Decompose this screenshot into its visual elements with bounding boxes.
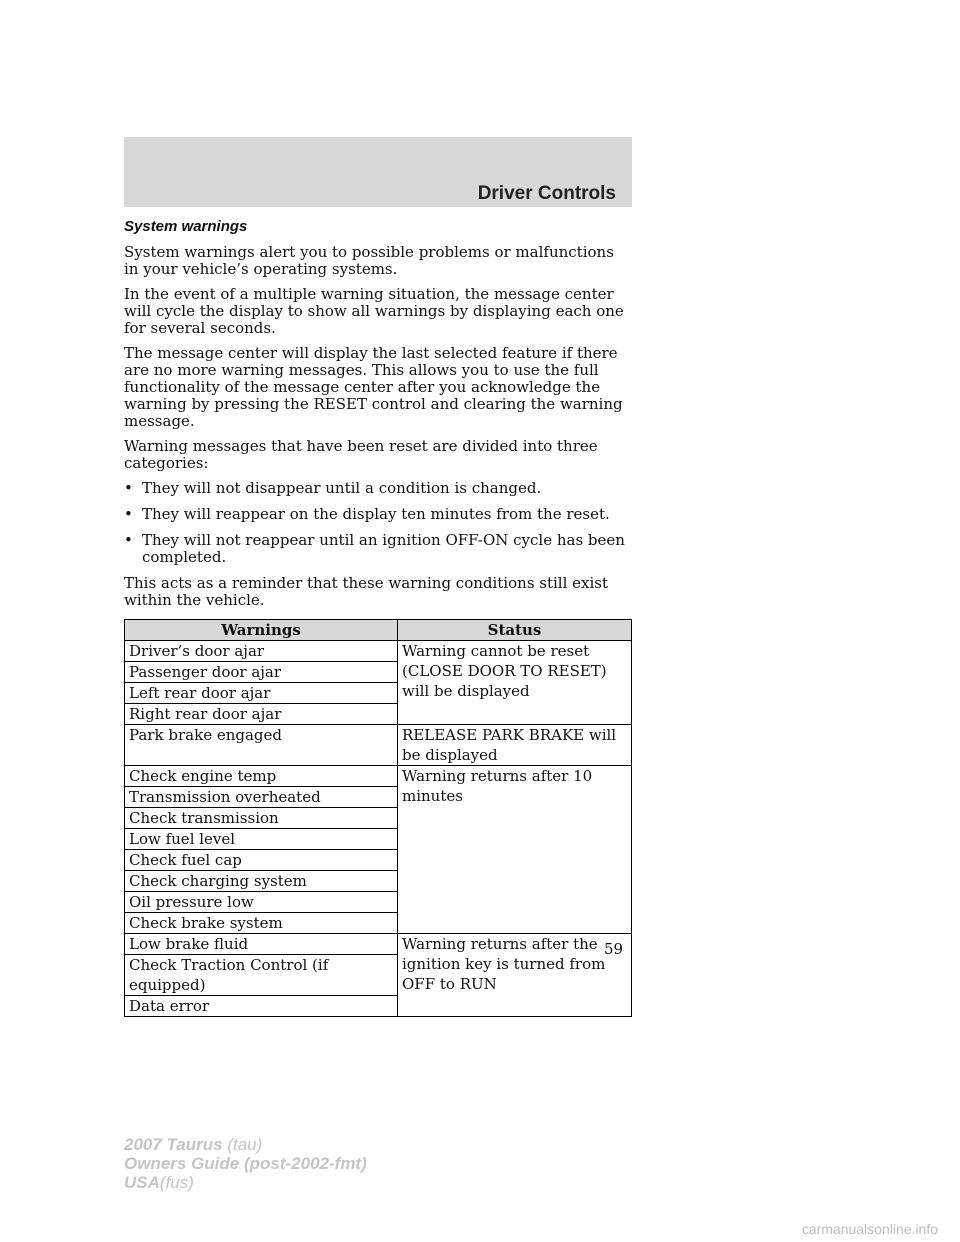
warnings-table [124,619,632,1017]
warning-cell: Check brake system [125,913,398,934]
table-row [125,725,632,766]
section-heading: System warnings [124,218,248,235]
list-item-text: They will not disappear until a condition is changed. [142,479,542,497]
warning-cell: Driver’s door ajar [125,641,398,662]
warning-cell: Passenger door ajar [125,662,398,683]
table-row [125,934,632,955]
warning-cell: Low brake fluid [125,934,398,955]
document-footer [124,1135,367,1192]
warning-cell: Check transmission [125,808,398,829]
status-cell: Warning cannot be reset (CLOSE DOOR TO RESET) will be displayed [398,641,632,725]
footer-market-code: (fus) [159,1173,194,1192]
bullet-icon: • [124,531,133,549]
list-item [124,480,632,497]
warning-cell: Right rear door ajar [125,704,398,725]
section-title: Driver Controls [477,183,616,204]
footer-model: 2007 Taurus [124,1135,223,1154]
footer-market: USA [124,1173,160,1192]
category-list [124,480,632,566]
warning-cell: Check fuel cap [125,850,398,871]
table-row [125,641,632,662]
paragraph: The message center will display the last selected feature if there are no more warning messages. This allows you to use the full functionality of the message center after you acknowledge the warning by pressing the RESET control and clearing the warning message. [124,344,623,430]
warning-cell: Low fuel level [125,829,398,850]
list-item [124,506,632,523]
warning-cell: Transmission overheated [125,787,398,808]
page-number: 59 [604,940,624,958]
page-content [124,218,632,1017]
column-header-warnings: Warnings [125,620,398,641]
column-header-status: Status [398,620,632,641]
status-cell: Warning returns after the ignition key is turned from OFF to RUN [398,934,632,1017]
footer-line [124,1173,367,1192]
header-band [124,137,632,207]
paragraph: In the event of a multiple warning situation, the message center will cycle the display to show all warnings by displaying each one for several seconds. [124,285,624,337]
warning-cell: Left rear door ajar [125,683,398,704]
watermark: carmanualsonline.info [801,1221,938,1237]
closing-paragraph: This acts as a reminder that these warning conditions still exist within the vehicle. [124,574,609,609]
warning-cell: Oil pressure low [125,892,398,913]
warning-cell: Check charging system [125,871,398,892]
list-item-text: They will not reappear until an ignition OFF-ON cycle has been completed. [142,531,625,566]
footer-model-code: (tau) [227,1135,263,1154]
warning-cell: Check Traction Control (if equipped) [125,955,398,996]
bullet-icon: • [124,479,133,497]
status-cell: RELEASE PARK BRAKE will be displayed [398,725,632,766]
table-header-row [125,620,632,641]
warning-cell: Data error [125,996,398,1017]
paragraph: Warning messages that have been reset are divided into three categories: [124,437,598,472]
bullet-icon: • [124,505,133,523]
footer-line [124,1154,367,1173]
list-item [124,532,632,566]
status-cell: Warning returns after 10 minutes [398,766,632,934]
warning-cell: Check engine temp [125,766,398,787]
warning-cell: Park brake engaged [125,725,398,766]
footer-line [124,1135,367,1154]
footer-guide: Owners Guide (post-2002-fmt) [124,1154,367,1173]
paragraph: System warnings alert you to possible problems or malfunctions in your vehicle’s operating systems. [124,243,614,278]
table-row [125,766,632,787]
list-item-text: They will reappear on the display ten minutes from the reset. [142,505,610,523]
